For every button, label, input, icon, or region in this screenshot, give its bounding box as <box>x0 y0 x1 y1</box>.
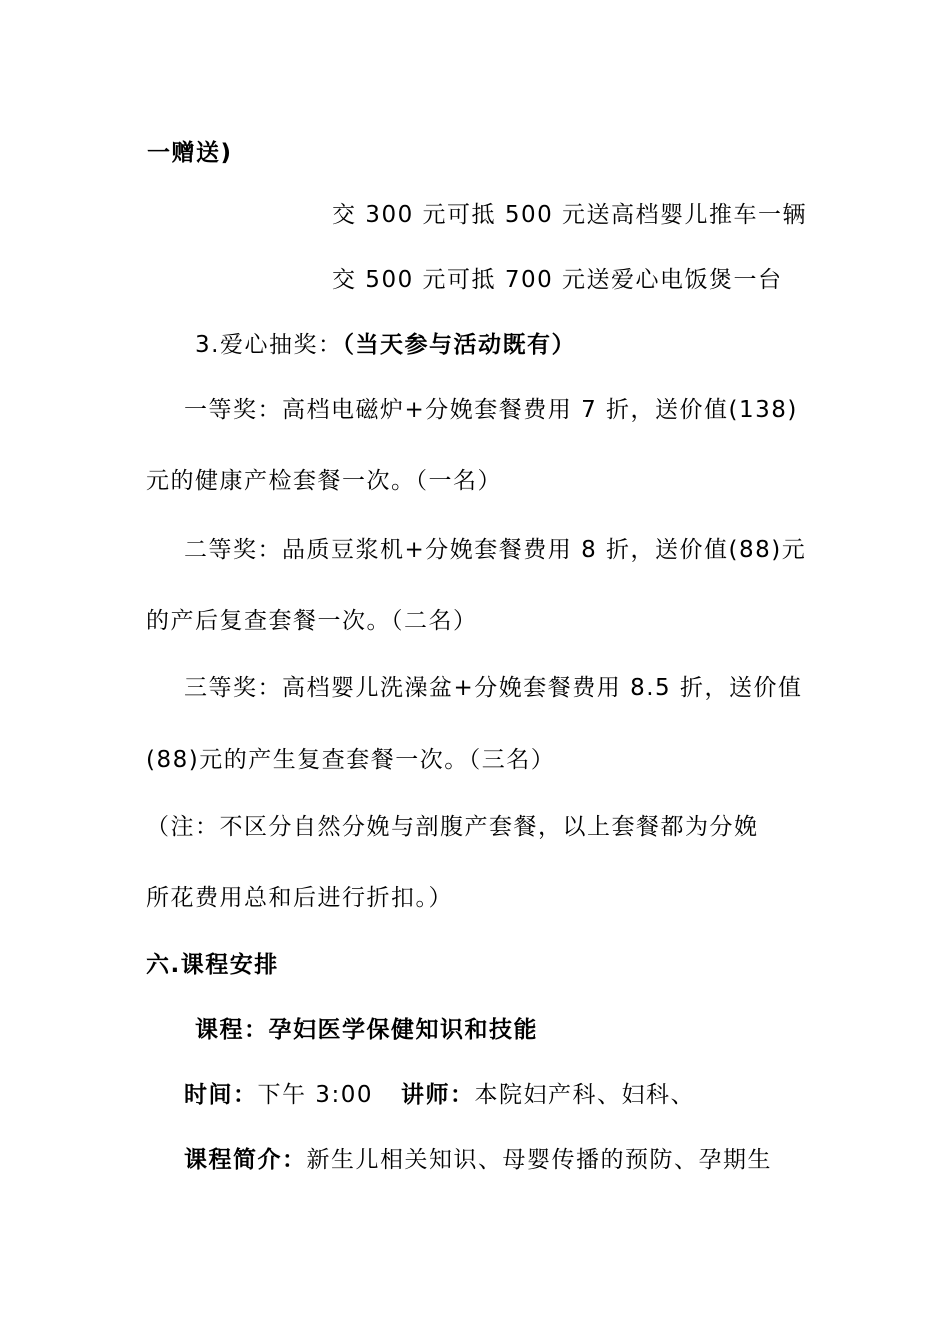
note-line-1: （注：不区分自然分娩与剖腹产套餐，以上套餐都为分娩 <box>146 814 759 840</box>
time-label: 时间： <box>184 1082 258 1108</box>
prize-1-line-2: 元的健康产检套餐一次。（一名） <box>146 468 502 494</box>
lecturer-label: 讲师： <box>400 1082 475 1108</box>
prize-2-line-2: 的产后复查套餐一次。（二名） <box>146 608 478 634</box>
course-title: 课程：孕妇医学保健知识和技能 <box>195 1017 538 1043</box>
section-6-heading: 六.课程安排 <box>146 952 279 978</box>
time-value: 下午 3:00 <box>257 1082 373 1108</box>
prize-1-line-1: 一等奖：高档电磁炉+分娩套餐费用 7 折，送价值(138) <box>184 397 798 423</box>
prize-3-line-1: 三等奖：高档婴儿洗澡盆+分娩套餐费用 8.5 折，送价值 <box>184 675 803 701</box>
gift-option-500: 交 500 元可抵 700 元送爱心电饭煲一台 <box>332 267 783 293</box>
course-intro <box>184 1145 772 1175</box>
lottery-heading <box>195 330 576 360</box>
prize-3-line-2: (88)元的产生复查套餐一次。（三名） <box>146 747 556 773</box>
prize-2-line-1: 二等奖：品质豆浆机+分娩套餐费用 8 折，送价值(88)元 <box>184 537 807 563</box>
intro-value: 新生儿相关知识、母婴传播的预防、孕期生 <box>306 1147 772 1173</box>
lecturer-value: 本院妇产科、妇科、 <box>474 1082 695 1108</box>
intro-label: 课程简介： <box>184 1147 307 1173</box>
lottery-condition: （当天参与活动既有） <box>342 332 576 358</box>
note-line-2: 所花费用总和后进行折扣。） <box>146 885 453 911</box>
lottery-prefix: 3.爱心抽奖： <box>195 332 343 358</box>
gift-section-end: 一赠送) <box>147 140 233 166</box>
gift-option-300: 交 300 元可抵 500 元送高档婴儿推车一辆 <box>332 202 808 228</box>
course-time-lecturer <box>184 1080 695 1110</box>
